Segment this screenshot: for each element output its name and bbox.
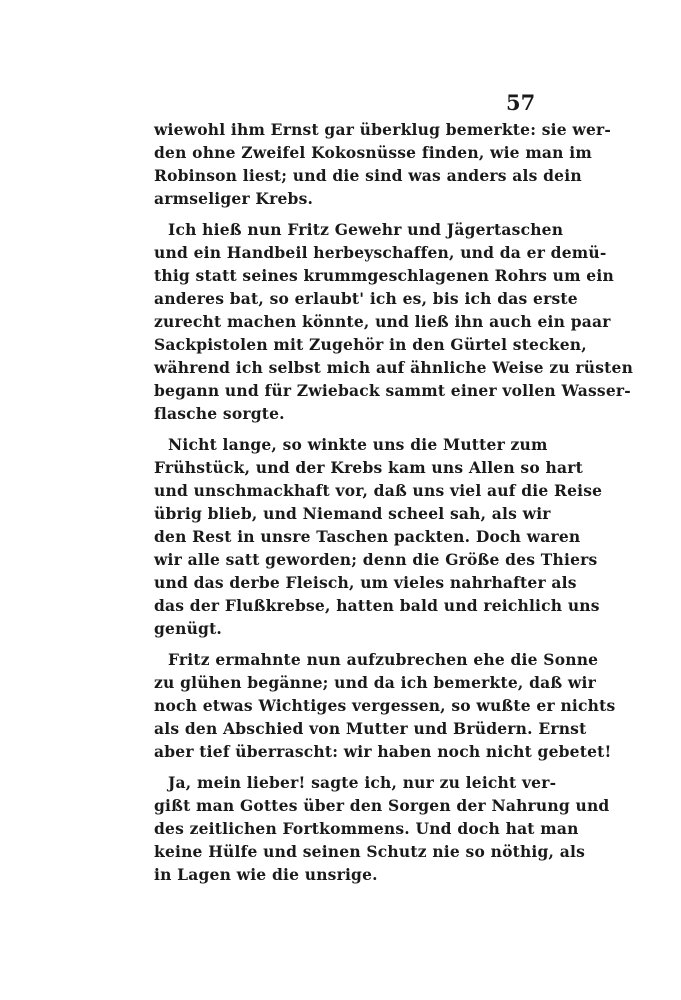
text-line: noch etwas Wichtiges vergessen, so wußte er nichts bbox=[154, 696, 616, 715]
text-line: während ich selbst mich auf ähnliche Weise zu rüsten bbox=[154, 358, 634, 377]
text-line: Robinson liest; und die sind was anders als dein bbox=[154, 166, 582, 185]
paragraph bbox=[154, 118, 612, 210]
paragraph bbox=[154, 648, 616, 763]
text-line: aber tief überrascht: wir haben noch nicht gebetet! bbox=[154, 742, 612, 761]
text-line: Fritz ermahnte nun aufzubrechen ehe die Sonne bbox=[168, 650, 599, 669]
paragraph bbox=[154, 433, 603, 640]
text-line: und das derbe Fleisch, um vieles nahrhafter als bbox=[154, 573, 577, 592]
text-line: den ohne Zweifel Kokosnüsse finden, wie man im bbox=[154, 143, 592, 162]
text-line: den Rest in unsre Taschen packten. Doch waren bbox=[154, 527, 581, 546]
text-line: als den Abschied von Mutter und Brüdern. Ernst bbox=[154, 719, 587, 738]
text-line: Sackpistolen mit Zugehör in den Gürtel stecken, bbox=[154, 335, 587, 354]
text-line: gißt man Gottes über den Sorgen der Nahrung und bbox=[154, 796, 610, 815]
text-line: keine Hülfe und seinen Schutz nie so nöthig, als bbox=[154, 842, 586, 861]
page-number: 57 bbox=[506, 90, 536, 115]
text-line: Ich hieß nun Fritz Gewehr und Jägertaschen bbox=[168, 220, 564, 239]
text-line: des zeitlichen Fortkommens. Und doch hat man bbox=[154, 819, 579, 838]
text-line: und unschmackhaft vor, daß uns viel auf die Reise bbox=[154, 481, 603, 500]
text-line: und ein Handbeil herbeyschaffen, und da er demü- bbox=[154, 243, 607, 262]
text-line: genügt. bbox=[154, 619, 223, 638]
text-line: in Lagen wie die unsrige. bbox=[154, 865, 378, 884]
text-line: flasche sorgte. bbox=[154, 404, 285, 423]
text-line: das der Flußkrebse, hatten bald und reichlich uns bbox=[154, 596, 600, 615]
text-line: armseliger Krebs. bbox=[154, 189, 314, 208]
text-line: Ja, mein lieber! sagte ich, nur zu leicht ver- bbox=[168, 773, 557, 792]
text-line: wir alle satt geworden; denn die Größe des Thiers bbox=[154, 550, 598, 569]
text-line: Nicht lange, so winkte uns die Mutter zum bbox=[168, 435, 548, 454]
text-line: zurecht machen könnte, und ließ ihn auch ein paar bbox=[154, 312, 611, 331]
paragraph bbox=[154, 771, 610, 886]
text-line: begann und für Zwieback sammt einer vollen Wasser- bbox=[154, 381, 631, 400]
text-line: zu glühen begänne; und da ich bemerkte, daß wir bbox=[154, 673, 596, 692]
text-line: wiewohl ihm Ernst gar überklug bemerkte: sie wer- bbox=[154, 120, 612, 139]
text-line: anderes bat, so erlaubt' ich es, bis ich das erste bbox=[154, 289, 578, 308]
paragraph bbox=[154, 218, 634, 425]
text-line: thig statt seines krummgeschlagenen Rohrs um ein bbox=[154, 266, 614, 285]
body-text bbox=[154, 118, 634, 886]
text-line: übrig blieb, und Niemand scheel sah, als wir bbox=[154, 504, 551, 523]
text-line: Frühstück, und der Krebs kam uns Allen so hart bbox=[154, 458, 583, 477]
